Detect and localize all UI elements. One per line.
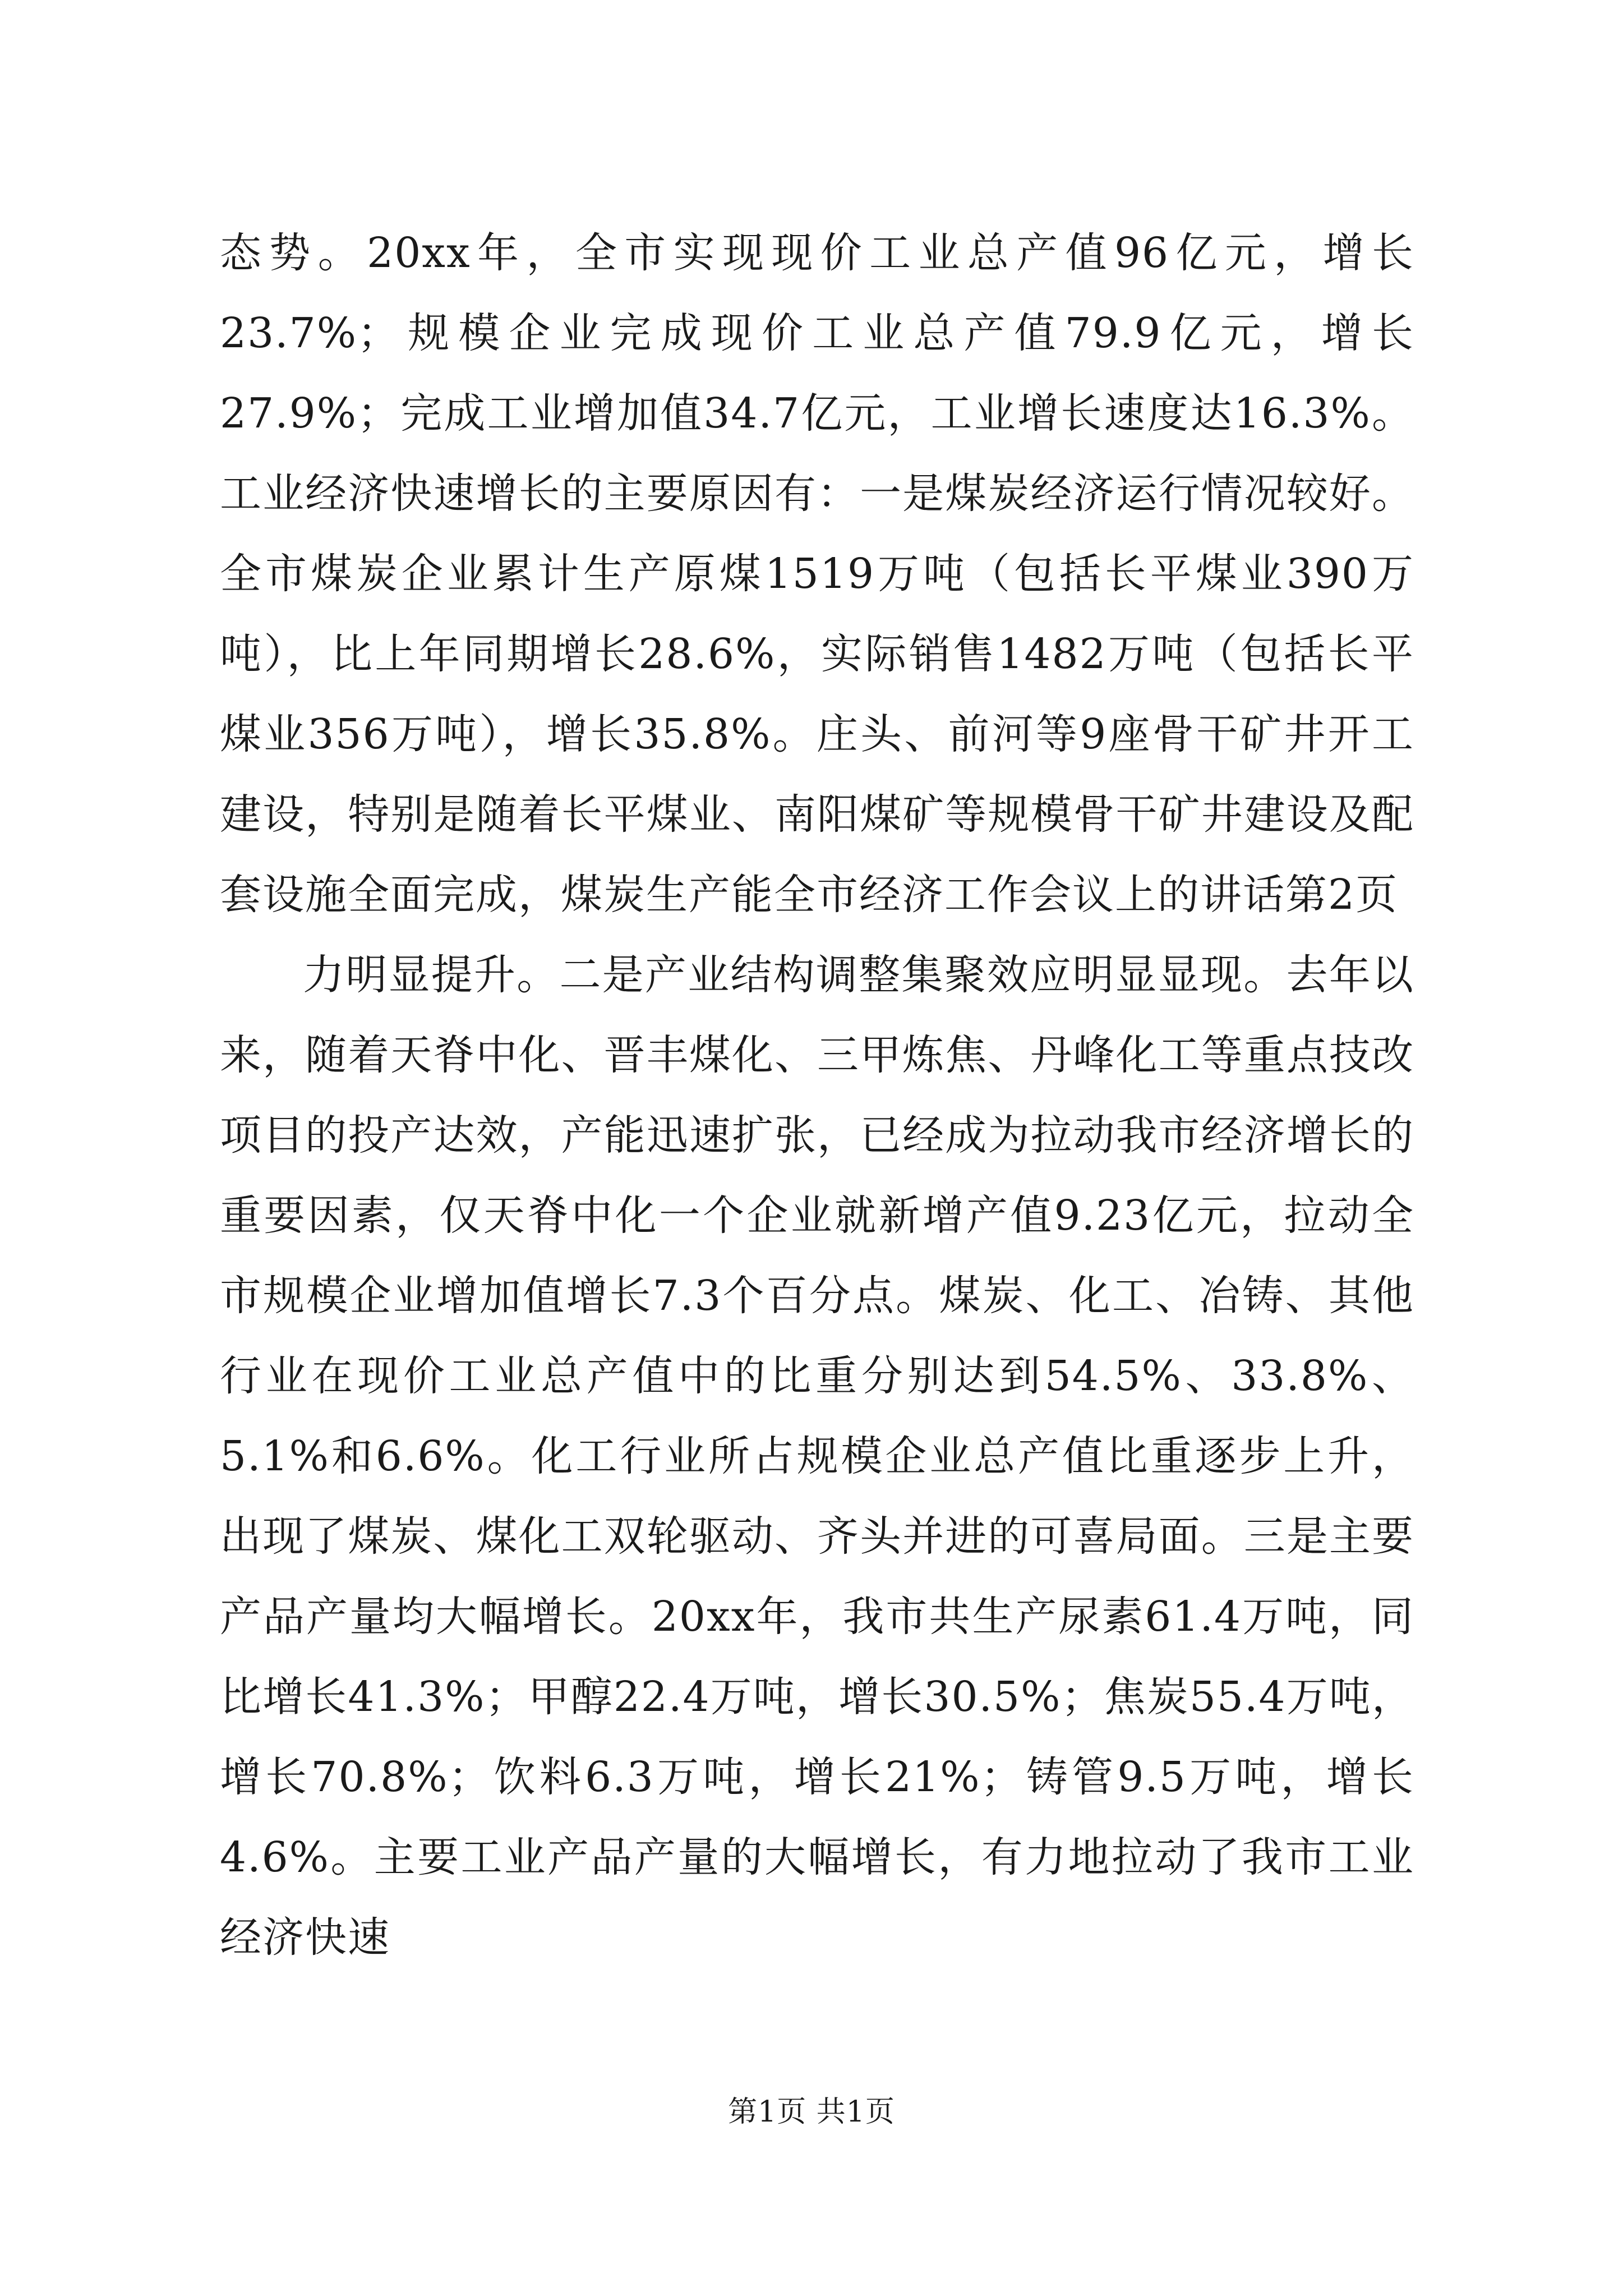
paragraph-2: 力明显提升。二是产业结构调整集聚效应明显显现。去年以来，随着天脊中化、晋丰煤化、三甲炼焦、丹峰化工等重点技改项目的投产达效，产能迅速扩张，已经成为拉动我市经济增长的重要因素，仅天脊中化一个企业就新增产值9.23亿元，拉动全市规模企业增加值增长7.3个百分点。煤炭、化工、冶铸、其他行业在现价工业总产值中的比重分别达到54.5%、33.8%、5.1%和6.6%。化工行业所占规模企业总产值比重逐步上升，出现了煤炭、煤化工双轮驱动、齐头并进的可喜局面。三是主要产品产量均大幅增长。20xx年，我市共生产尿素61.4万吨，同比增长41.3%；甲醇22.4万吨，增长30.5%；焦炭55.4万吨，增长70.8%；饮料6.3万吨，增长21%；铸管9.5万吨，增长4.6%。主要工业产品产量的大幅增长，有力地拉动了我市工业经济快速 bbox=[220, 951, 1414, 1962]
paragraph-1: 态势。20xx年，全市实现现价工业总产值96亿元，增长23.7%；规模企业完成现价工业总产值79.9亿元，增长27.9%；完成工业增加值34.7亿元，工业增长速度达16.3%。工业经济快速增长的主要原因有：一是煤炭经济运行情况较好。全市煤炭企业累计生产原煤1519万吨（包括长平煤业390万吨），比上年同期增长28.6%，实际销售1482万吨（包括长平煤业356万吨），增长35.8%。庄头、前河等9座骨干矿井开工建设，特别是随着长平煤业、南阳煤矿等规模骨干矿井建设及配套设施全面完成，煤炭生产能全市经济工作会议上的讲话第2页 bbox=[220, 229, 1414, 919]
page-footer: 第1页 共1页 bbox=[728, 2095, 895, 2129]
document-body bbox=[220, 213, 1414, 1978]
